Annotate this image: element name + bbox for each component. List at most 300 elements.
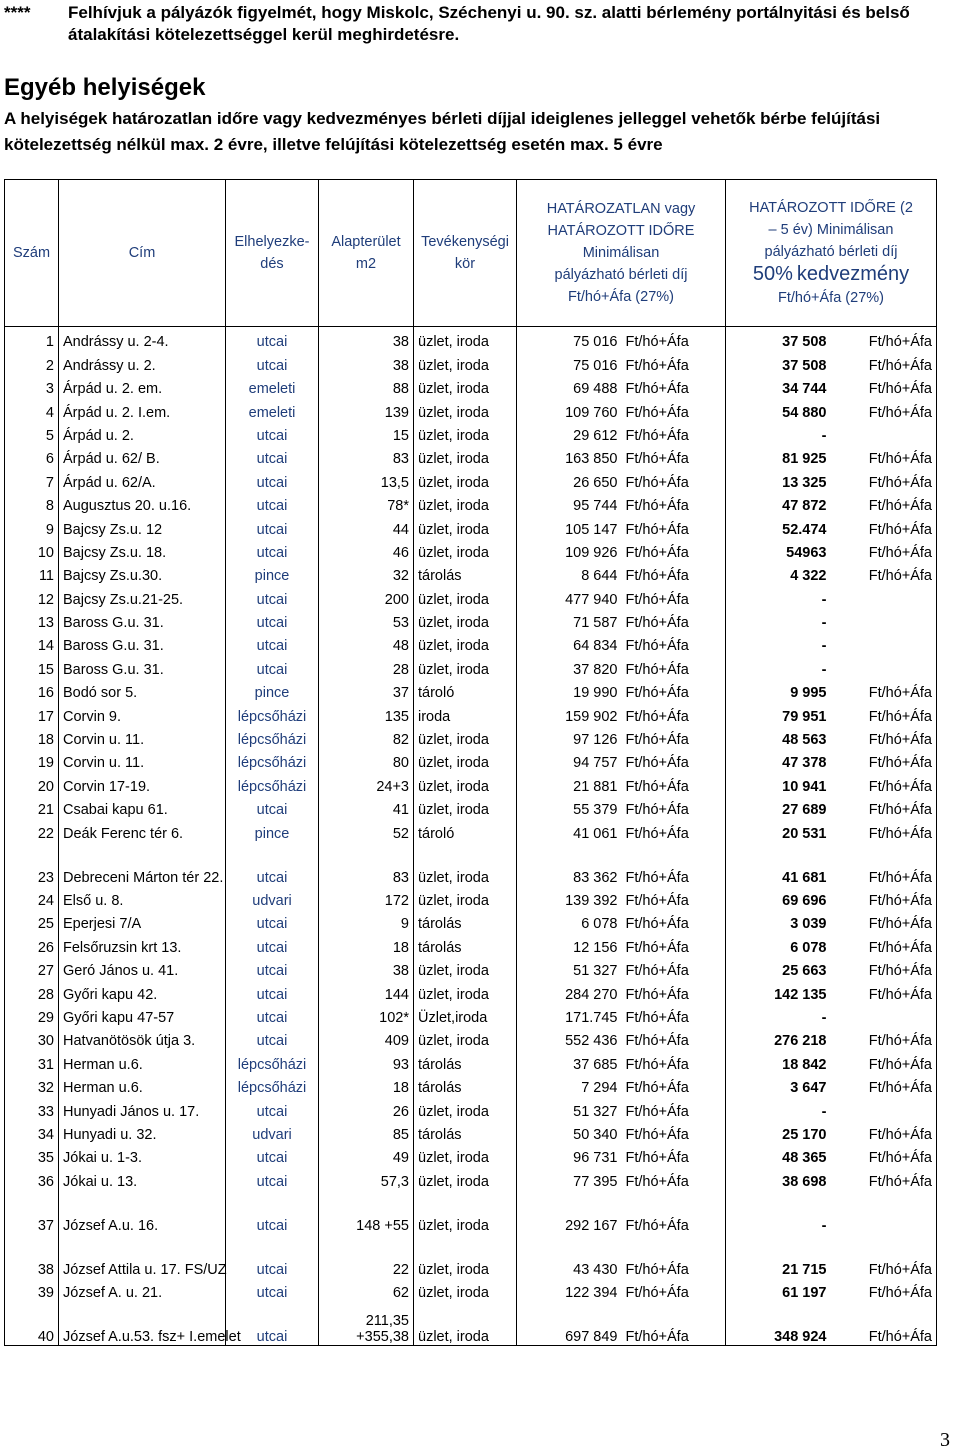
row-area: 211,35 +355,38 (319, 1301, 414, 1346)
row-fee-unit: Ft/hó+Áfa (622, 561, 726, 584)
row-address: József Attila u. 17. FS/UZ (59, 1234, 226, 1278)
header-discount-percent: 50% (752, 263, 793, 285)
table-row (5, 795, 937, 818)
row-discount-fee: 61 197 (726, 1278, 831, 1301)
row-fee-unit: Ft/hó+Áfa (622, 842, 726, 886)
row-discount-unit: Ft/hó+Áfa (831, 444, 937, 467)
table-row (5, 748, 937, 771)
row-location: utcai (226, 584, 319, 607)
row-number: 34 (5, 1120, 59, 1143)
row-number: 19 (5, 748, 59, 771)
row-address: József A. u. 21. (59, 1278, 226, 1301)
row-activity: üzlet, iroda (414, 1190, 517, 1234)
row-address: Deák Ferenc tér 6. (59, 818, 226, 841)
row-area: 18 (319, 1073, 414, 1096)
header-discount-line1: HATÁROZOTT IDŐRE (2 – 5 év) Minimálisan pályázható bérleti díj (749, 200, 913, 260)
row-address: Eperjesi 7/A (59, 909, 226, 932)
row-activity: iroda (414, 701, 517, 724)
row-fee: 12 156 (517, 932, 622, 955)
row-area: 62 (319, 1278, 414, 1301)
row-location: utcai (226, 538, 319, 561)
row-discount-unit: Ft/hó+Áfa (831, 932, 937, 955)
row-activity: üzlet, iroda (414, 654, 517, 677)
table-body (5, 327, 937, 1346)
row-discount-fee: - (726, 584, 831, 607)
row-discount-fee: 4 322 (726, 561, 831, 584)
table-row (5, 421, 937, 444)
row-number: 17 (5, 701, 59, 724)
row-number: 32 (5, 1073, 59, 1096)
row-number: 9 (5, 514, 59, 537)
row-fee-unit: Ft/hó+Áfa (622, 678, 726, 701)
row-fee-unit: Ft/hó+Áfa (622, 538, 726, 561)
row-activity: üzlet, iroda (414, 350, 517, 373)
table-row (5, 818, 937, 841)
table-row (5, 1073, 937, 1096)
row-discount-fee: 276 218 (726, 1026, 831, 1049)
row-number: 14 (5, 631, 59, 654)
row-address: Andrássy u. 2. (59, 350, 226, 373)
row-fee-unit: Ft/hó+Áfa (622, 932, 726, 955)
row-address: Baross G.u. 31. (59, 608, 226, 631)
row-fee: 94 757 (517, 748, 622, 771)
row-discount-unit: Ft/hó+Áfa (831, 1234, 937, 1278)
row-fee: 109 760 (517, 397, 622, 420)
row-number: 38 (5, 1234, 59, 1278)
table-row (5, 584, 937, 607)
table-row (5, 725, 937, 748)
row-area: 78* (319, 491, 414, 514)
row-discount-unit: Ft/hó+Áfa (831, 561, 937, 584)
row-discount-fee: 37 508 (726, 350, 831, 373)
row-discount-fee: 69 696 (726, 886, 831, 909)
row-fee: 26 650 (517, 467, 622, 490)
row-fee: 75 016 (517, 350, 622, 373)
row-discount-unit: Ft/hó+Áfa (831, 1278, 937, 1301)
row-address: Árpád u. 62/A. (59, 467, 226, 490)
row-number: 18 (5, 725, 59, 748)
row-fee: 284 270 (517, 979, 622, 1002)
row-location: pince (226, 678, 319, 701)
row-fee-unit: Ft/hó+Áfa (622, 1049, 726, 1072)
row-area: 32 (319, 561, 414, 584)
row-discount-fee: 3 647 (726, 1073, 831, 1096)
row-number: 22 (5, 818, 59, 841)
row-fee: 75 016 (517, 327, 622, 351)
table-row (5, 467, 937, 490)
row-discount-fee: 52.474 (726, 514, 831, 537)
row-number: 1 (5, 327, 59, 351)
row-discount-fee: 142 135 (726, 979, 831, 1002)
row-fee-unit: Ft/hó+Áfa (622, 886, 726, 909)
row-fee: 163 850 (517, 444, 622, 467)
row-area: 57,3 (319, 1166, 414, 1189)
table-row (5, 1301, 937, 1346)
row-area: 409 (319, 1026, 414, 1049)
row-area: 53 (319, 608, 414, 631)
row-discount-unit: Ft/hó+Áfa (831, 725, 937, 748)
row-discount-unit: Ft/hó+Áfa (831, 374, 937, 397)
row-address: Hunyadi János u. 17. (59, 1096, 226, 1119)
row-address: Bajcsy Zs.u. 12 (59, 514, 226, 537)
row-number: 10 (5, 538, 59, 561)
row-activity: üzlet, iroda (414, 956, 517, 979)
table-row (5, 932, 937, 955)
row-number: 21 (5, 795, 59, 818)
row-fee: 83 362 (517, 842, 622, 886)
header-num: Szám (5, 180, 59, 327)
row-fee-unit: Ft/hó+Áfa (622, 1143, 726, 1166)
row-location: utcai (226, 1003, 319, 1026)
row-location: utcai (226, 842, 319, 886)
header-fee-text: HATÁROZATLAN vagy HATÁROZOTT IDŐRE Minimálisan pályázható bérleti díj Ft/hó+Áfa (27%) (546, 201, 696, 305)
row-fee: 477 940 (517, 584, 622, 607)
row-address: Augusztus 20. u.16. (59, 491, 226, 514)
row-discount-fee: 25 170 (726, 1120, 831, 1143)
row-discount-fee: 34 744 (726, 374, 831, 397)
row-fee-unit: Ft/hó+Áfa (622, 467, 726, 490)
row-discount-unit: Ft/hó+Áfa (831, 1301, 937, 1346)
row-address: Csabai kapu 61. (59, 795, 226, 818)
row-discount-unit: Ft/hó+Áfa (831, 1120, 937, 1143)
row-discount-fee: 48 365 (726, 1143, 831, 1166)
row-area: 135 (319, 701, 414, 724)
row-fee-unit: Ft/hó+Áfa (622, 350, 726, 373)
row-number: 37 (5, 1190, 59, 1234)
row-discount-unit: Ft/hó+Áfa (831, 350, 937, 373)
row-location: utcai (226, 444, 319, 467)
table-row (5, 1143, 937, 1166)
row-activity: üzlet, iroda (414, 374, 517, 397)
row-activity: üzlet, iroda (414, 631, 517, 654)
row-discount-fee: 25 663 (726, 956, 831, 979)
row-fee-unit: Ft/hó+Áfa (622, 1234, 726, 1278)
row-area: 83 (319, 444, 414, 467)
row-address: Felsőruzsin krt 13. (59, 932, 226, 955)
row-location: lépcsőházi (226, 771, 319, 794)
row-fee-unit: Ft/hó+Áfa (622, 421, 726, 444)
row-fee-unit: Ft/hó+Áfa (622, 397, 726, 420)
table-row (5, 491, 937, 514)
row-fee-unit: Ft/hó+Áfa (622, 771, 726, 794)
row-location: emeleti (226, 397, 319, 420)
row-activity: üzlet, iroda (414, 491, 517, 514)
row-fee: 97 126 (517, 725, 622, 748)
row-location: utcai (226, 1234, 319, 1278)
row-location: lépcsőházi (226, 725, 319, 748)
section-description: A helyiségek határozatlan időre vagy kedvezményes bérleti díjjal ideiglenes jelleggel vehetők bérbe felújítási kötelezettség nélkül max. 2 évre, illetve felújítási kötelezettség esetén max. 5 évre (4, 109, 881, 154)
row-activity: üzlet, iroda (414, 397, 517, 420)
row-number: 28 (5, 979, 59, 1002)
row-fee: 77 395 (517, 1166, 622, 1189)
row-fee: 171.745 (517, 1003, 622, 1026)
row-activity: üzlet, iroda (414, 1278, 517, 1301)
row-discount-unit: Ft/hó+Áfa (831, 842, 937, 886)
row-discount-unit: Ft/hó+Áfa (831, 491, 937, 514)
row-location: utcai (226, 631, 319, 654)
row-activity: üzlet, iroda (414, 1026, 517, 1049)
row-discount-unit (831, 608, 937, 631)
row-number: 16 (5, 678, 59, 701)
row-discount-fee: 47 378 (726, 748, 831, 771)
row-location: lépcsőházi (226, 748, 319, 771)
row-number: 27 (5, 956, 59, 979)
row-address: Herman u.6. (59, 1073, 226, 1096)
row-address: József A.u. 16. (59, 1190, 226, 1234)
row-location: utcai (226, 1278, 319, 1301)
row-number: 31 (5, 1049, 59, 1072)
row-fee-unit: Ft/hó+Áfa (622, 608, 726, 631)
row-address: Corvin 17-19. (59, 771, 226, 794)
row-location: utcai (226, 1301, 319, 1346)
row-discount-unit: Ft/hó+Áfa (831, 397, 937, 420)
row-number: 13 (5, 608, 59, 631)
row-activity: üzlet, iroda (414, 608, 517, 631)
row-fee: 7 294 (517, 1073, 622, 1096)
row-address: Herman u.6. (59, 1049, 226, 1072)
notice-text: Felhívjuk a pályázók figyelmét, hogy Miskolc, Széchenyi u. 90. sz. alatti bérlemény portálnyitási és belső átalakítási kötelezettséggel kerül meghirdetésre. (68, 3, 910, 44)
row-number: 35 (5, 1143, 59, 1166)
row-area: 37 (319, 678, 414, 701)
row-address: Bajcsy Zs.u.21-25. (59, 584, 226, 607)
table-row (5, 444, 937, 467)
row-activity: tárolás (414, 561, 517, 584)
row-address: Bajcsy Zs.u. 18. (59, 538, 226, 561)
table-row (5, 561, 937, 584)
row-discount-fee: - (726, 654, 831, 677)
row-area: 46 (319, 538, 414, 561)
row-area: 26 (319, 1096, 414, 1119)
row-address: Árpád u. 62/ B. (59, 444, 226, 467)
row-fee: 37 685 (517, 1049, 622, 1072)
row-discount-fee: 27 689 (726, 795, 831, 818)
row-activity: tároló (414, 818, 517, 841)
row-location: utcai (226, 932, 319, 955)
row-discount-fee: 10 941 (726, 771, 831, 794)
table-row (5, 886, 937, 909)
row-activity: üzlet, iroda (414, 421, 517, 444)
row-activity: tárolás (414, 909, 517, 932)
row-discount-unit: Ft/hó+Áfa (831, 886, 937, 909)
table-row (5, 1049, 937, 1072)
row-fee-unit: Ft/hó+Áfa (622, 491, 726, 514)
row-discount-fee: 81 925 (726, 444, 831, 467)
row-discount-fee: 20 531 (726, 818, 831, 841)
header-activity: Tevékenységi kör (414, 180, 517, 327)
row-discount-unit: Ft/hó+Áfa (831, 818, 937, 841)
row-discount-unit (831, 631, 937, 654)
table-row (5, 374, 937, 397)
row-activity: üzlet, iroda (414, 1234, 517, 1278)
row-location: utcai (226, 979, 319, 1002)
row-fee-unit: Ft/hó+Áfa (622, 701, 726, 724)
row-activity: üzlet, iroda (414, 795, 517, 818)
row-address: Geró János u. 41. (59, 956, 226, 979)
row-discount-unit: Ft/hó+Áfa (831, 795, 937, 818)
row-fee: 19 990 (517, 678, 622, 701)
row-address: Árpád u. 2. I.em. (59, 397, 226, 420)
row-address: Győri kapu 42. (59, 979, 226, 1002)
table-row (5, 397, 937, 420)
row-activity: tároló (414, 678, 517, 701)
row-discount-unit (831, 654, 937, 677)
row-discount-fee: 21 715 (726, 1234, 831, 1278)
header-discount-line3: Ft/hó+Áfa (27%) (778, 290, 884, 306)
row-fee-unit: Ft/hó+Áfa (622, 725, 726, 748)
table-row (5, 1003, 937, 1026)
row-activity: üzlet, iroda (414, 725, 517, 748)
row-discount-fee: - (726, 1003, 831, 1026)
row-area: 22 (319, 1234, 414, 1278)
row-fee: 21 881 (517, 771, 622, 794)
row-fee: 292 167 (517, 1190, 622, 1234)
row-activity: üzlet, iroda (414, 1096, 517, 1119)
row-fee-unit: Ft/hó+Áfa (622, 374, 726, 397)
row-fee: 69 488 (517, 374, 622, 397)
row-discount-unit (831, 1190, 937, 1234)
table-row (5, 1096, 937, 1119)
row-fee: 8 644 (517, 561, 622, 584)
table-row (5, 771, 937, 794)
row-fee: 55 379 (517, 795, 622, 818)
row-fee: 29 612 (517, 421, 622, 444)
row-area: 44 (319, 514, 414, 537)
row-address: Corvin 9. (59, 701, 226, 724)
row-number: 11 (5, 561, 59, 584)
row-address: Debreceni Márton tér 22. (59, 842, 226, 886)
row-activity: üzlet, iroda (414, 1143, 517, 1166)
row-fee-unit: Ft/hó+Áfa (622, 444, 726, 467)
row-area: 102* (319, 1003, 414, 1026)
row-discount-fee: 6 078 (726, 932, 831, 955)
table-row (5, 327, 937, 351)
row-discount-fee: 3 039 (726, 909, 831, 932)
row-activity: üzlet, iroda (414, 327, 517, 351)
row-activity: üzlet, iroda (414, 886, 517, 909)
row-fee-unit: Ft/hó+Áfa (622, 1073, 726, 1096)
row-area: 41 (319, 795, 414, 818)
row-discount-fee: 48 563 (726, 725, 831, 748)
row-discount-fee: - (726, 1190, 831, 1234)
row-area: 93 (319, 1049, 414, 1072)
row-discount-fee: 54 880 (726, 397, 831, 420)
row-discount-unit (831, 1096, 937, 1119)
row-fee-unit: Ft/hó+Áfa (622, 1026, 726, 1049)
row-discount-unit: Ft/hó+Áfa (831, 748, 937, 771)
row-address: Baross G.u. 31. (59, 654, 226, 677)
row-address: Bajcsy Zs.u.30. (59, 561, 226, 584)
row-number: 15 (5, 654, 59, 677)
row-address: Andrássy u. 2-4. (59, 327, 226, 351)
row-fee-unit: Ft/hó+Áfa (622, 514, 726, 537)
table-row (5, 956, 937, 979)
row-fee-unit: Ft/hó+Áfa (622, 1190, 726, 1234)
notice-stars: **** (4, 3, 31, 22)
row-location: lépcsőházi (226, 1049, 319, 1072)
row-area: 80 (319, 748, 414, 771)
row-fee: 139 392 (517, 886, 622, 909)
row-location: utcai (226, 909, 319, 932)
row-area: 48 (319, 631, 414, 654)
row-location: pince (226, 561, 319, 584)
table-row (5, 1026, 937, 1049)
table-row (5, 842, 937, 886)
row-location: utcai (226, 467, 319, 490)
row-discount-fee: 79 951 (726, 701, 831, 724)
row-fee: 109 926 (517, 538, 622, 561)
row-location: utcai (226, 1166, 319, 1189)
row-address: József A.u.53. fsz+ I.emelet (59, 1301, 226, 1346)
row-activity: üzlet, iroda (414, 1301, 517, 1346)
row-discount-fee: 18 842 (726, 1049, 831, 1072)
row-discount-unit: Ft/hó+Áfa (831, 956, 937, 979)
row-activity: üzlet, iroda (414, 514, 517, 537)
row-discount-unit: Ft/hó+Áfa (831, 1143, 937, 1166)
row-activity: üzlet, iroda (414, 538, 517, 561)
row-address: Árpád u. 2. em. (59, 374, 226, 397)
row-fee-unit: Ft/hó+Áfa (622, 1096, 726, 1119)
row-area: 139 (319, 397, 414, 420)
row-area: 38 (319, 327, 414, 351)
row-location: pince (226, 818, 319, 841)
row-activity: Üzlet,iroda (414, 1003, 517, 1026)
row-address: Árpád u. 2. (59, 421, 226, 444)
row-fee-unit: Ft/hó+Áfa (622, 631, 726, 654)
row-location: utcai (226, 491, 319, 514)
header-fee (517, 180, 726, 327)
row-area: 144 (319, 979, 414, 1002)
header-address: Cím (59, 180, 226, 327)
row-fee: 552 436 (517, 1026, 622, 1049)
row-address: Jókai u. 13. (59, 1166, 226, 1189)
row-discount-unit: Ft/hó+Áfa (831, 1166, 937, 1189)
row-fee-unit: Ft/hó+Áfa (622, 795, 726, 818)
row-number: 24 (5, 886, 59, 909)
row-discount-fee: - (726, 631, 831, 654)
row-area: 88 (319, 374, 414, 397)
row-discount-unit: Ft/hó+Áfa (831, 538, 937, 561)
row-discount-fee: 37 508 (726, 327, 831, 351)
row-number: 26 (5, 932, 59, 955)
row-location: utcai (226, 1190, 319, 1234)
row-discount-unit (831, 421, 937, 444)
rental-table (4, 179, 937, 1346)
row-fee: 122 394 (517, 1278, 622, 1301)
row-fee: 51 327 (517, 956, 622, 979)
row-fee: 37 820 (517, 654, 622, 677)
row-discount-unit: Ft/hó+Áfa (831, 1026, 937, 1049)
row-activity: tárolás (414, 932, 517, 955)
row-fee-unit: Ft/hó+Áfa (622, 1301, 726, 1346)
row-number: 23 (5, 842, 59, 886)
row-discount-unit: Ft/hó+Áfa (831, 979, 937, 1002)
row-address: Első u. 8. (59, 886, 226, 909)
table-row (5, 1166, 937, 1189)
row-area: 49 (319, 1143, 414, 1166)
row-fee-unit: Ft/hó+Áfa (622, 327, 726, 351)
row-area: 82 (319, 725, 414, 748)
row-discount-fee: 47 872 (726, 491, 831, 514)
row-number: 25 (5, 909, 59, 932)
row-address: Bodó sor 5. (59, 678, 226, 701)
row-fee-unit: Ft/hó+Áfa (622, 956, 726, 979)
header-discount-word: kedvezmény (796, 263, 910, 285)
row-number: 6 (5, 444, 59, 467)
row-address: Hatvanötösök útja 3. (59, 1026, 226, 1049)
row-activity: tárolás (414, 1073, 517, 1096)
row-location: utcai (226, 421, 319, 444)
row-activity: üzlet, iroda (414, 748, 517, 771)
